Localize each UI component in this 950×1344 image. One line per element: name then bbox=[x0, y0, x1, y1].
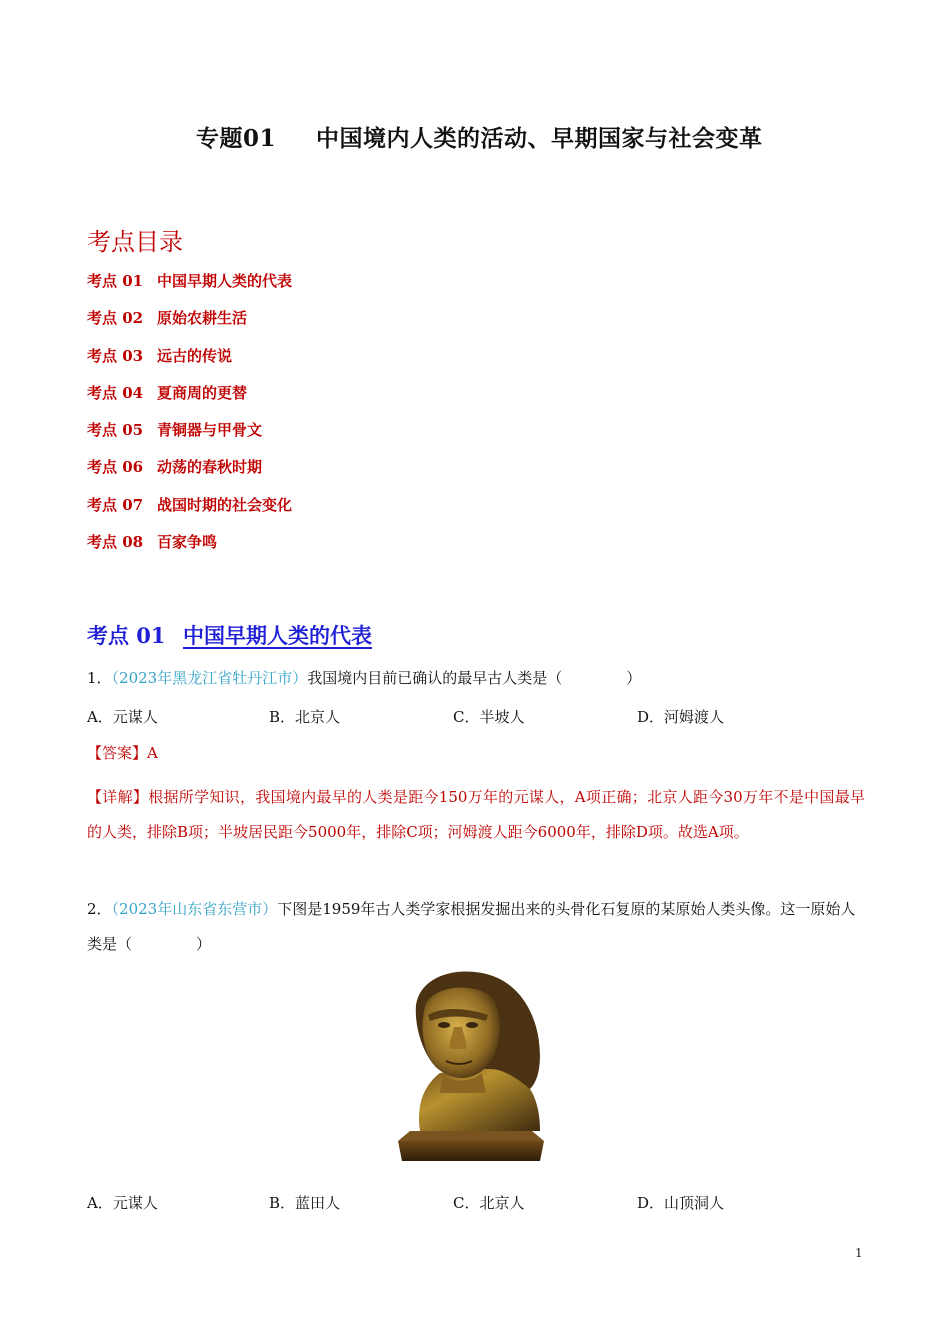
option-c: C．半坡人 bbox=[453, 708, 525, 726]
toc-item-label: 动荡的春秋时期 bbox=[157, 458, 263, 477]
explanation bbox=[87, 780, 865, 849]
question-number: 2． bbox=[87, 900, 112, 918]
option-b: B．蓝田人 bbox=[269, 1194, 341, 1212]
toc-item-label: 远古的传说 bbox=[157, 346, 233, 365]
page-number: 1 bbox=[855, 1246, 863, 1260]
question-1-stem bbox=[87, 667, 641, 689]
answer-label: 【答案】A bbox=[87, 744, 158, 762]
toc-item-code: 考点 08 bbox=[87, 533, 144, 552]
question-text: 下图是1959年古人类学家根据发掘出来的头骨化石复原的某原始人类头像。这一原始人类是（ bbox=[87, 900, 856, 953]
toc-item[interactable] bbox=[87, 270, 292, 307]
toc-list bbox=[87, 270, 292, 568]
section-label: 中国早期人类的代表 bbox=[183, 623, 372, 648]
toc-item-code: 考点 04 bbox=[87, 383, 144, 402]
explanation-label: 【详解】 bbox=[87, 788, 149, 806]
toc-item[interactable] bbox=[87, 307, 292, 344]
toc-item[interactable] bbox=[87, 531, 292, 568]
toc-item-code: 考点 03 bbox=[87, 346, 144, 365]
title-text: 中国境内人类的活动、早期国家与社会变革 bbox=[316, 125, 763, 152]
bust-image bbox=[390, 965, 552, 1165]
question-close-paren: ） bbox=[626, 669, 642, 687]
toc-item-label: 战国时期的社会变化 bbox=[157, 495, 293, 514]
question-2-stem bbox=[87, 892, 865, 961]
toc-item-label: 原始农耕生活 bbox=[157, 309, 248, 328]
toc-item[interactable] bbox=[87, 382, 292, 419]
option-a: A．元谋人 bbox=[87, 1194, 158, 1212]
option-a: A．元谋人 bbox=[87, 708, 158, 726]
option-b: B．北京人 bbox=[269, 708, 341, 726]
question-source: （2023年黑龙江省牡丹江市） bbox=[111, 669, 308, 687]
toc-item[interactable] bbox=[87, 494, 292, 531]
option-d: D．山顶洞人 bbox=[637, 1194, 725, 1212]
question-source: （2023年山东省东营市） bbox=[111, 900, 278, 918]
explanation-text: 根据所学知识，我国境内最早的人类是距今150万年的元谋人，A项正确；北京人距今30万年不是中国最早的人类，排除B项；半坡居民距今5000年，排除C项；河姆渡人距今6000年，排除D项。故选A项。 bbox=[87, 788, 865, 841]
toc-item[interactable] bbox=[87, 419, 292, 456]
toc-item-code: 考点 06 bbox=[87, 458, 144, 477]
question-close-paren: ） bbox=[196, 934, 212, 953]
page-title bbox=[196, 120, 896, 153]
section-code: 考点 01 bbox=[87, 623, 166, 648]
toc-item-code: 考点 07 bbox=[87, 495, 144, 514]
toc-heading: 考点目录 bbox=[87, 228, 183, 256]
toc-item-label: 百家争鸣 bbox=[157, 533, 218, 552]
toc-item[interactable] bbox=[87, 456, 292, 493]
toc-item-code: 考点 01 bbox=[87, 272, 144, 290]
title-code: 专题01 bbox=[196, 125, 277, 152]
toc-item-code: 考点 05 bbox=[87, 421, 144, 440]
toc-item[interactable] bbox=[87, 345, 292, 382]
question-number: 1． bbox=[87, 669, 112, 687]
section-heading-link[interactable] bbox=[87, 620, 372, 650]
option-c: C．北京人 bbox=[453, 1194, 525, 1212]
toc-item-label: 夏商周的更替 bbox=[157, 383, 248, 402]
question-text: 我国境内目前已确认的最早古人类是（ bbox=[307, 669, 563, 687]
toc-item-code: 考点 02 bbox=[87, 309, 144, 328]
option-d: D．河姆渡人 bbox=[637, 708, 725, 726]
toc-item-label: 中国早期人类的代表 bbox=[157, 272, 293, 290]
toc-item-label: 青铜器与甲骨文 bbox=[157, 421, 263, 440]
